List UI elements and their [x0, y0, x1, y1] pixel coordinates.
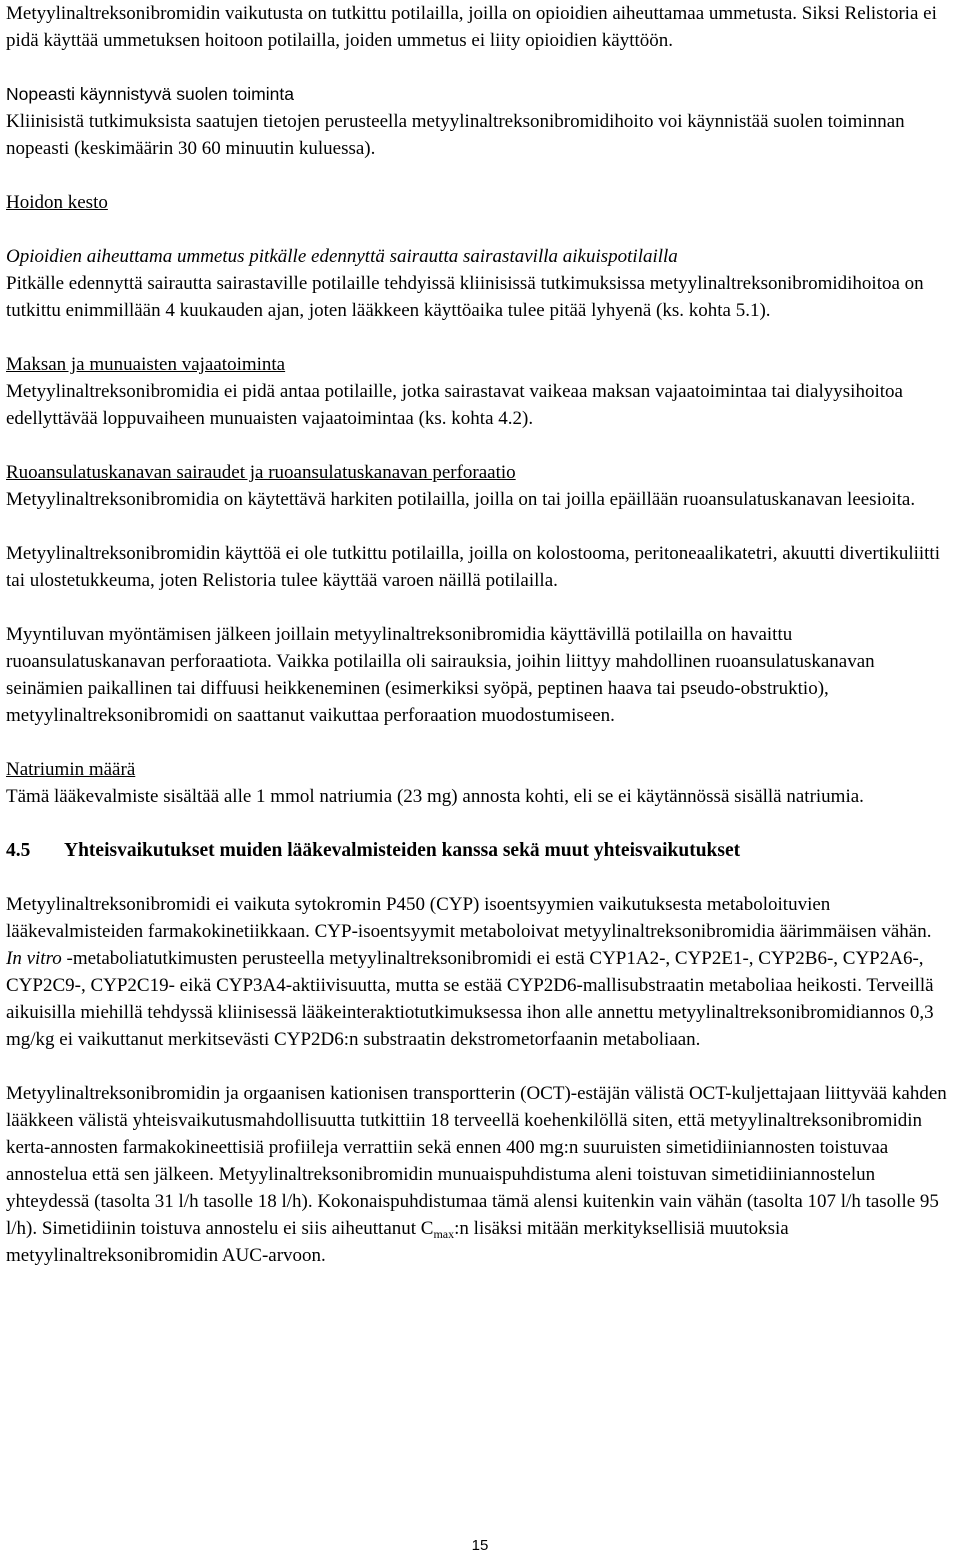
section-maksan: [6, 351, 952, 432]
section-4-5-paragraph-1: [6, 891, 952, 1053]
hoidon-kesto-body: Pitkälle edennyttä sairautta sairastaville potilaille tehdyissä kliinisissä tutkimuksissa metyylinaltreksonibromidihoitoa on tutkittu enimmillään 4 kuukauden ajan, joten lääkkeen käyttöaika tulee pitää lyhyenä (ks. kohta 5.1).: [6, 273, 924, 321]
document-page: [6, 0, 952, 1269]
natrium-body: Tämä lääkevalmiste sisältää alle 1 mmol natriumia (23 mg) annosta kohti, eli se ei käytännössä sisällä natriumia.: [6, 786, 864, 807]
nopeasti-heading: Nopeasti käynnistyvä suolen toiminta: [6, 84, 294, 104]
nopeasti-body: Kliinisistä tutkimuksista saatujen tietojen perusteella metyylinaltreksonibromidihoito voi käynnistää suolen toiminnan nopeasti (keskimäärin 30 60 minuutin kuluessa).: [6, 111, 905, 159]
ruoansulatus-heading: Ruoansulatuskanavan sairaudet ja ruoansulatuskanavan perforaatio: [6, 462, 516, 483]
ruoansulatus-body: Metyylinaltreksonibromidia on käytettävä harkiten potilailla, joilla on tai joilla epäillään ruoansulatuskanavan leesioita.: [6, 489, 916, 510]
section-4-5-paragraph-2: [6, 1080, 952, 1269]
hoidon-kesto-heading: Hoidon kesto: [6, 192, 108, 213]
p2-text-before: Metyylinaltreksonibromidin ja orgaanisen kationisen transportterin (OCT)-estäjän välistä OCT-kuljettajaan liittyvää kahden lääkkeen välistä yhteisvaikutusmahdollisuutta tutkittiin 18 terveellä koehenkilöllä siten, että metyylinaltreksonibromidin kerta-annosten farmakokineettisiä profiileja verrattiin sekä ennen 400 mg:n suuruisten simetidiiniannosten toistuvaa annostelua että sen jälkeen. Metyylinaltreksonibromidin munuaispuhdistuma aleni toistuvan simetidiiniannostelun yhteydessä (tasolta 31 l/h tasolle 18 l/h). Kokonaispuhdistumaa tämä alensi kuitenkin vain vähän (tasolta 107 l/h tasolle 95 l/h). Simetidiinin toistuva annostelu ei siis aiheuttanut C: [6, 1083, 947, 1239]
intro-paragraph: Metyylinaltreksonibromidin vaikutusta on tutkittu potilailla, joilla on opioidien aiheuttamaa ummetusta. Siksi Relistoria ei pidä käyttää ummetuksen hoitoon potilailla, joiden ummetus ei liity opioidien käyttöön.: [6, 3, 937, 51]
section-title: Yhteisvaikutukset muiden lääkevalmisteiden kanssa sekä muut yhteisvaikutukset: [64, 840, 741, 861]
hoidon-kesto-subheading: Opioidien aiheuttama ummetus pitkälle edennyttä sairautta sairastavilla aikuispotilailla: [6, 246, 678, 267]
maksan-heading: Maksan ja munuaisten vajaatoiminta: [6, 354, 286, 375]
ruoansulatus-paragraph-3: Myyntiluvan myöntämisen jälkeen joillain metyylinaltreksonibromidia käyttävillä potilailla on havaittu ruoansulatuskanavan perforaatiota. Vaikka potilailla oli sairauksia, joihin liittyy mahdollinen ruoansulatuskanavan seinämien paikallinen tai diffuusi heikkeneminen (esimerkiksi syöpä, peptinen haava tai pseudo-obstruktio), metyylinaltreksonibromidi on saattanut vaikuttaa perforaation muodostumiseen.: [6, 624, 875, 726]
maksan-body: Metyylinaltreksonibromidia ei pidä antaa potilaille, jotka sairastavat vaikeaa maksan vajaatoimintaa tai dialyysihoitoa edellyttävää loppuvaiheen munuaisten vajaatoimintaa (ks. kohta 4.2).: [6, 381, 903, 429]
section-hoidon-kesto: [6, 189, 952, 324]
section-ruoansulatus: [6, 459, 952, 729]
section-4-5: [6, 837, 952, 1269]
p2-subscript-max: max: [433, 1227, 455, 1241]
section-4-5-heading: [6, 837, 952, 864]
p1-text-before: Metyylinaltreksonibromidi ei vaikuta sytokromin P450 (CYP) isoentsyymien vaikutuksesta metaboloituvien lääkevalmisteiden farmakokinetiikkaan. CYP-isoentsyymit metaboloivat metyylinaltreksonibromidia äärimmäisen vähän.: [6, 894, 932, 942]
page-number: 15: [471, 1537, 489, 1554]
section-number: 4.5: [6, 840, 31, 861]
natrium-heading: Natriumin määrä: [6, 759, 136, 780]
section-nopeasti: [6, 81, 952, 162]
p1-text-after: -metaboliatutkimusten perusteella metyylinaltreksonibromidi ei estä CYP1A2-, CYP2E1-, CYP2B6-, CYP2A6-, CYP2C9-, CYP2C19- eikä CYP3A4-aktiivisuutta, mutta se estää CYP2D6-mallisubstraatin metaboliaa heikosti. Terveillä aikuisilla miehillä tehdyssä kliinisessä lääkeinteraktiotutkimuksessa ihon alle annettu metyylinaltreksonibromidiannos 0,3 mg/kg ei vaikuttanut merkitsevästi CYP2D6:n substraatin dekstrometorfaanin metaboliaan.: [6, 948, 934, 1050]
p2-text-after: :n lisäksi mitään merkityksellisiä muutoksia metyylinaltreksonibromidin AUC-arvoon.: [6, 1218, 789, 1266]
section-natrium: [6, 756, 952, 810]
ruoansulatus-paragraph-2: Metyylinaltreksonibromidin käyttöä ei ole tutkittu potilailla, joilla on kolostooma, peritoneaalikatetri, akuutti divertikuliitti tai ulostetukkeuma, joten Relistoria tulee käyttää varoen näillä potilailla.: [6, 543, 940, 591]
p1-italic-in-vitro: In vitro: [6, 948, 62, 969]
